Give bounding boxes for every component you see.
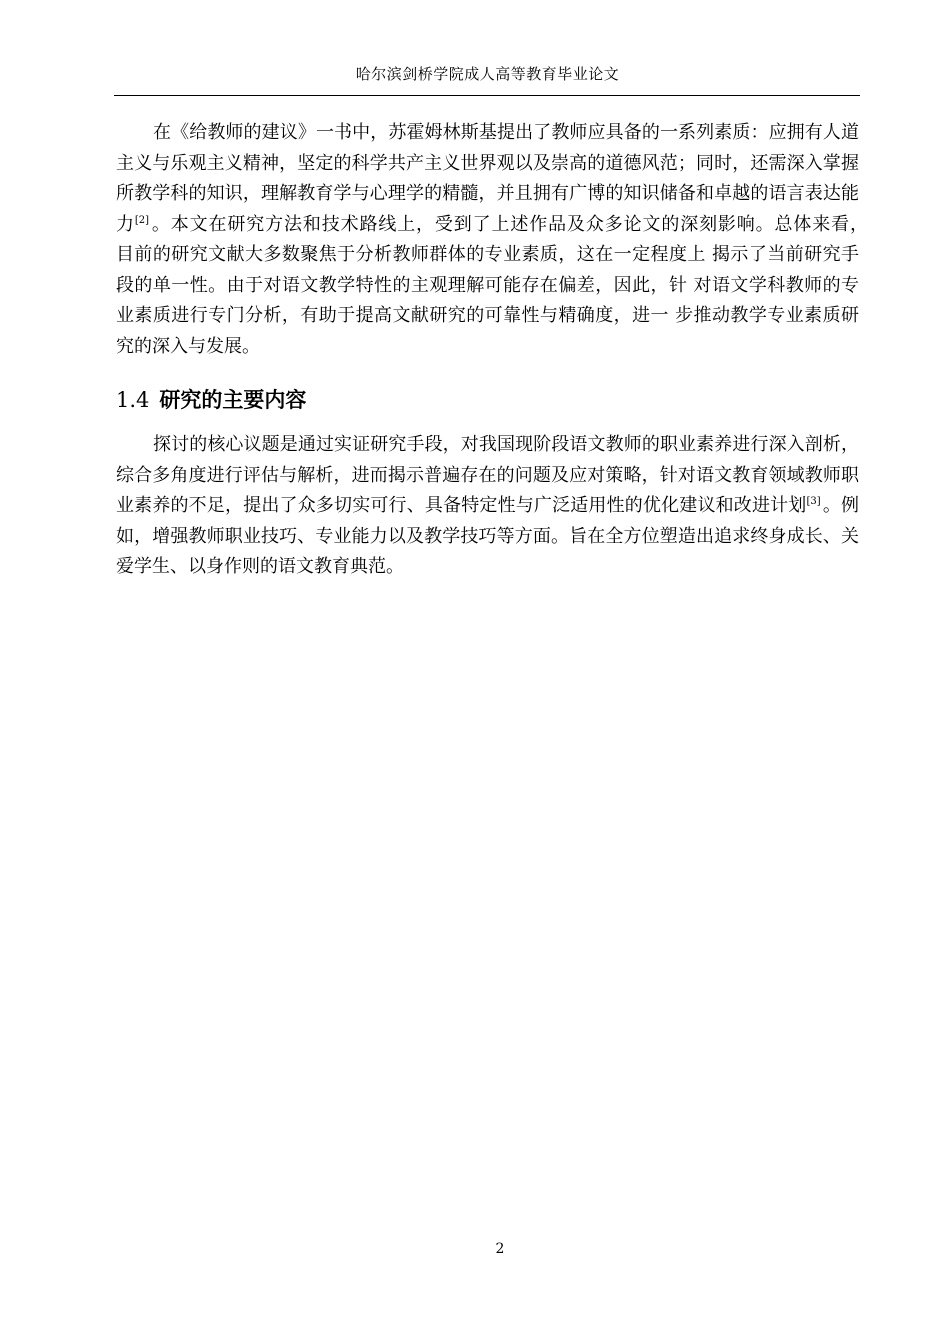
header-rule (114, 95, 860, 96)
section-title: 研究的主要内容 (159, 388, 307, 412)
paragraph-1 (116, 118, 878, 362)
paragraph-1-text-a: 在《给教师的建议》一书中，苏霍姆林斯基提出了教师应具备的一系列素质：应拥有人道主义与乐观主义精神，坚定的科学共产主义世界观以及崇高的道德风范；同时，还需深入掌握所教学科的知识，理解教育学与心理学的精髓，并且拥有广博的知识储备和卓越的语言表达能力 (116, 122, 859, 235)
section-number: 1.4 (116, 388, 150, 412)
paragraph-2-text-b: 。例如，增强教师职业技巧、专业能力以及教学技巧等方面。旨在全方位塑造出追求终身成长、关爱学生、以身作则的语文教育典范。 (116, 495, 859, 577)
citation-ref-3: [3] (806, 496, 821, 507)
running-header: 哈尔滨剑桥学院成人高等教育毕业论文 (355, 65, 620, 83)
citation-ref-2: [2] (134, 214, 150, 226)
paragraph-2 (116, 430, 859, 583)
paragraph-2-text-a: 探讨的核心议题是通过实证研究手段，对我国现阶段语文教师的职业素养进行深入剖析，综合多角度进行评估与解析，进而揭示普遍存在的问题及应对策略，针对语文教育领域教师职业素养的不足，提出了众多切实可行、具备特定性与广泛适用性的优化建议和改进计划 (116, 434, 859, 516)
paragraph-1-text-b: 。本文在研究方法和技术路线上，受到了上述作品及众多论文的深刻影响。总体来看， 目前的研究文献大多数聚焦于分析教师群体的专业素质，这在一定程度上 揭示了当前研究手段的单一性。由于对语文教学特性的主观理解可能存在偏差，因此，针 对语文学科教师的专业素质进行专门分析，有助于提高文献研究的可靠性与精确度，进一 步推动教学专业素质研究的深入与发展。 (116, 213, 878, 357)
section-heading (116, 385, 306, 415)
page-number: 2 (495, 1241, 505, 1257)
